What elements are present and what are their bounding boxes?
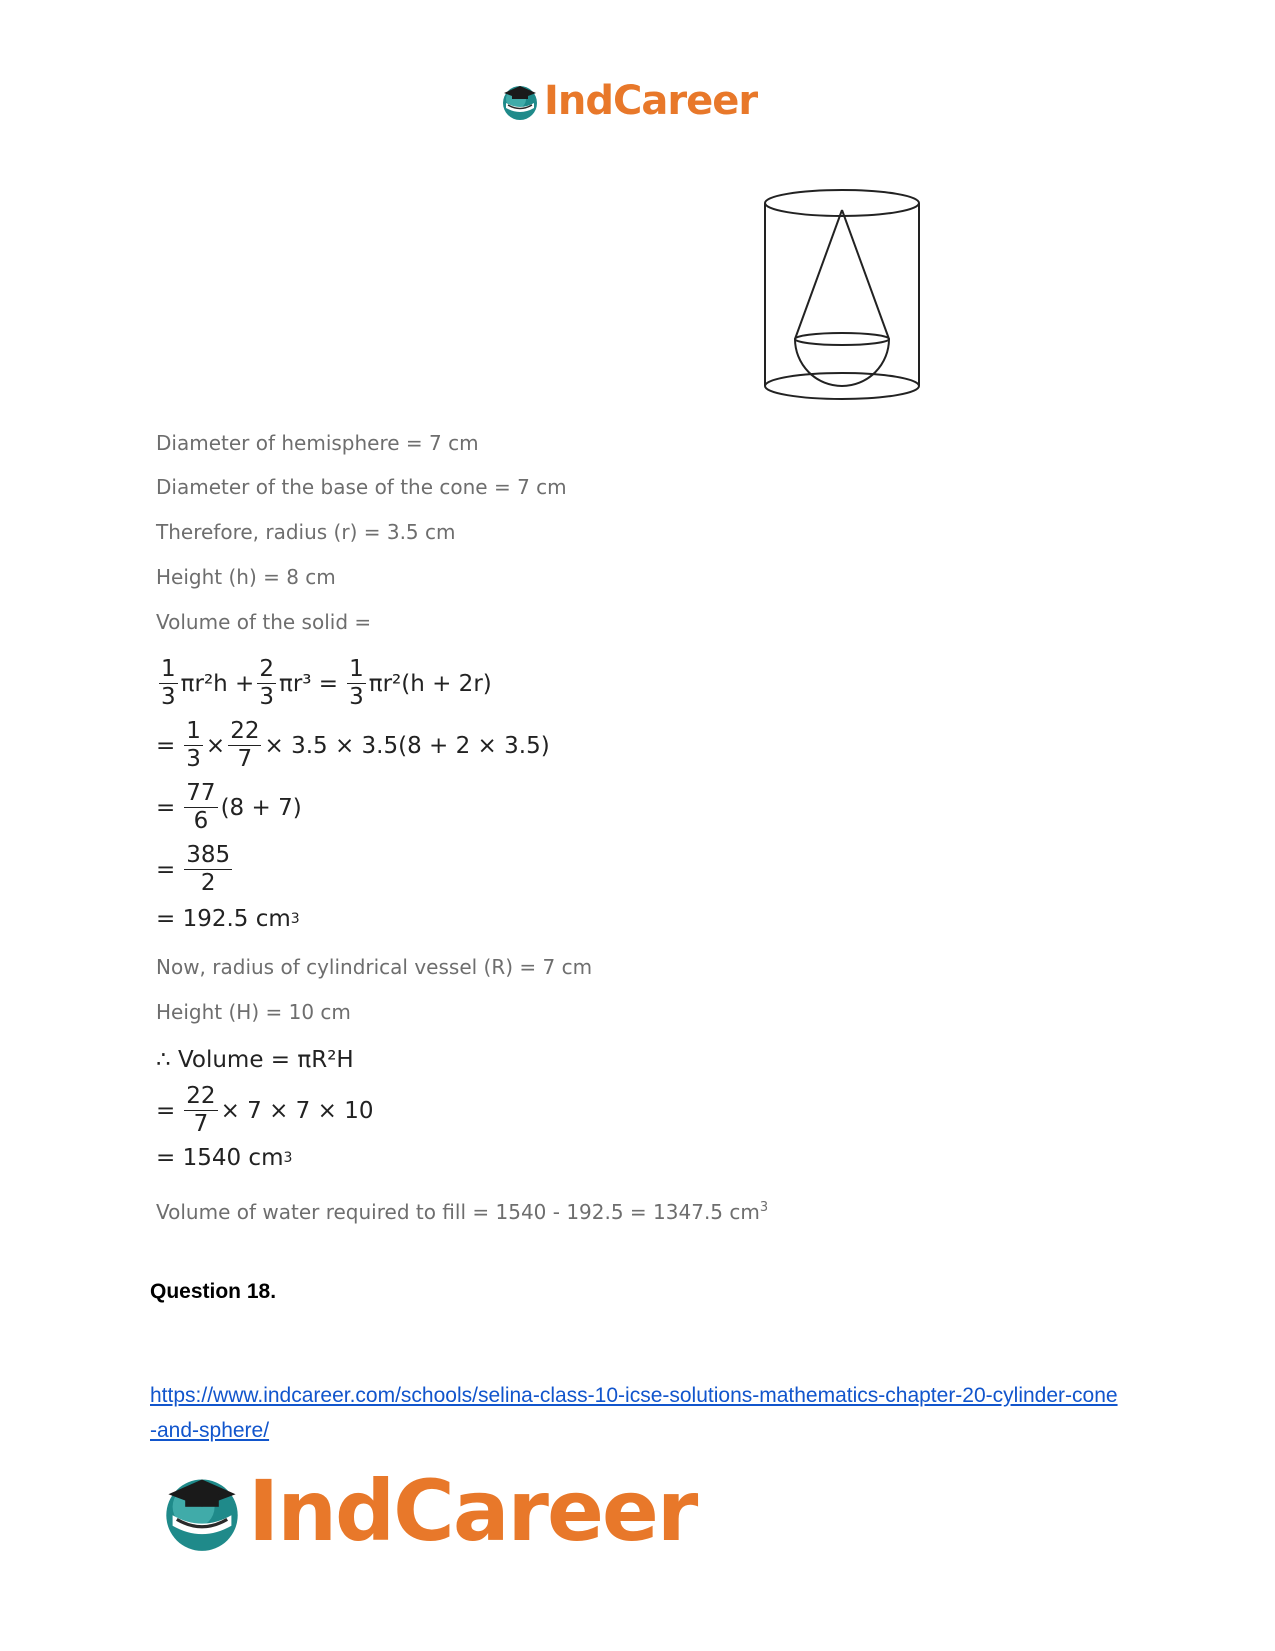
text-diameter-cone-base: Diameter of the base of the cone = 7 cm (156, 475, 567, 499)
math-line-2: = $\frac{1}{3}$ × $\frac{22}{7}$ × 3.5 × 3.5(8 + 2 × 3.5) (156, 718, 550, 772)
math-line-1: $\frac{1}{3}$ πr²h + $\frac{2}{3}$ πr³ = $\frac{1}{3}$ πr²(h + 2r) (161, 656, 492, 710)
text-height: Height (h) = 8 cm (156, 565, 336, 589)
math-line-4: = $\frac{385}{2}$ (156, 842, 231, 896)
math-line-6: ∴ Volume = πR²H (156, 1047, 354, 1073)
math-line-7: = $\frac{22}{7}$ × 7 × 7 × 10 (156, 1083, 374, 1137)
footer-logo (160, 1462, 696, 1560)
text-volume-solid: Volume of the solid = (156, 610, 372, 634)
question-heading: Question 18. (150, 1280, 277, 1303)
text-radius: Therefore, radius (r) = 3.5 cm (156, 520, 456, 544)
logo-wordmark: IndCareer (544, 78, 758, 124)
header-logo (500, 78, 757, 124)
graduation-globe-icon (500, 81, 540, 121)
source-link[interactable]: https://www.indcareer.com/schools/selina-class-10-icse-solutions-mathematics-chapter-20-cylinder-cone-and-sphere/ (150, 1384, 1118, 1442)
text-height-cylinder: Height (H) = 10 cm (156, 1000, 351, 1024)
math-line-3: = $\frac{77}{6}$ (8 + 7) (156, 780, 302, 834)
logo-wordmark: IndCareer (248, 1462, 697, 1560)
cylinder-cone-hemisphere-diagram (755, 185, 930, 410)
math-line-8: = 1540 cm 3 (156, 1145, 293, 1171)
text-volume-water: Volume of water required to fill = 1540 - 192.5 = 1347.5 $cm^3$ (156, 1200, 769, 1224)
text-diameter-hemisphere: Diameter of hemisphere = 7 cm (156, 431, 479, 455)
graduation-globe-icon (160, 1469, 244, 1553)
text-radius-cylinder: Now, radius of cylindrical vessel (R) = 7 cm (156, 955, 593, 979)
math-line-5: = 192.5 cm 3 (156, 906, 300, 932)
